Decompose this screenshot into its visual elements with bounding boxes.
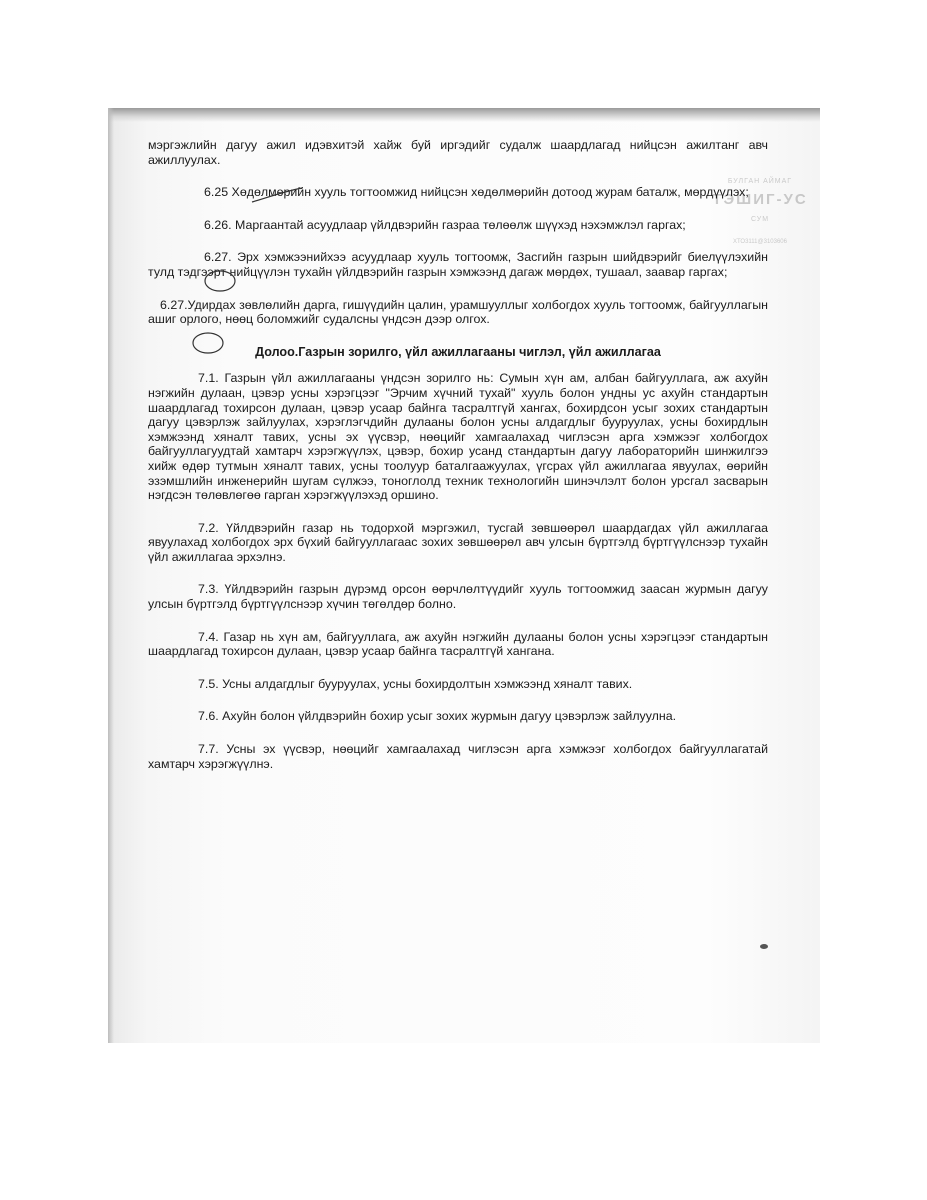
paragraph-6-27a: 6.27. Эрх хэмжээнийхээ асуудлаар хууль тогтоомж, Засгийн газрын шийдвэрийг биелүүлэхийн тулд тэдгээрт нийцүүлэн тухайн үйлдвэрийн газрын хэмжээнд дагаж мөрдөх, тушаал, заавар гаргах;	[148, 250, 768, 279]
paragraph-7-3: 7.3. Үйлдвэрийн газрын дүрэмд орсон өөрчлөлтүүдийг хууль тогтоомжид заасан журмын дагуу улсын бүртгэлд бүртгүүлснээр хүчин төгөлдөр болно.	[148, 582, 768, 612]
stamp-line-2: ТЭШИГ-УС	[712, 191, 808, 208]
scanned-page	[108, 108, 820, 1043]
handwritten-circle-6-27b	[188, 330, 228, 356]
paragraph-7-6: 7.6. Ахуйн болон үйлдвэрийн бохир усыг зохих журмын дагуу цэвэрлэж зайлуулна.	[198, 709, 677, 724]
paragraph-7-2: 7.2. Үйлдвэрийн газар нь тодорхой мэргэжил, тусгай зөвшөөрөл шаардагдах үйл ажиллагаа явуулахад холбогдох эрх бүхий байгууллагаас зохих зөвшөөрөл авч улсын бүртгэлд бүртгүүлснээр тухайн үйл ажиллагаа эрхэлнэ.	[148, 520, 768, 564]
paragraph-6-26: 6.26. Маргаантай асуудлаар үйлдвэрийн газраа төлөөлж шүүхэд нэхэмжлэл гаргах;	[204, 217, 686, 232]
paragraph-7-1: 7.1. Газрын үйл ажиллагааны үндсэн зорилго нь: Сумын хүн ам, албан байгууллага, аж ахуйн нэгжийн дулаан, цэвэр усны хэрэгцээг "Эрчим хүчний тухай" хууль болон ундны ус ахуйн стандартын шаардлагад тохирсон дулаан, цэвэр усаар байнга тасралтгүй хангах, бохирдсон усыг зохих стандартын дагуу цэвэрлэж зайлуулах, хэрэглэгчдийн дулааны болон усны алдагдлыг бууруулах, усны бохирдлын хэмжээнд хяналт тавих, усны эх үүсвэр, нөөцийг хамгаалахад чиглэсэн арга хэмжээг холбогдох байгууллагуудтай хамтарч хэрэгжүүлэх, цэвэр, бохир усанд стандартын дагуу лабораторийн шинжилгээ хийж өдөр тутмын хяналт тавих, усны тоолуур баталгаажуулах, үгсрах үйл ажиллагаа явуулах, өөрийн эзэмшлийн инженерийн шугам сүлжээ, тоноглолд техник технологийн шинэчлэлт болон урсгал засварын нэгдсэн төлөвлөгөө гарган хэрэгжүүлэхэд оршино.	[148, 371, 768, 503]
stamp-line-3: СУМ	[750, 216, 770, 223]
paragraph-7-7: 7.7. Усны эх үүсвэр, нөөцийг хамгаалахад чиглэсэн арга хэмжээг холбогдох байгууллагатай хамтарч хэрэгжүүлнэ.	[148, 742, 768, 771]
paragraph-intro: мэргэжлийн дагуу ажил идэвхитэй хайж буй иргэдийг судалж шаардлагад нийцсэн ажилтанг авч ажиллуулах.	[148, 138, 768, 167]
stamp-line-4: ХТО3111@3103606	[733, 239, 787, 245]
paragraph-7-4: 7.4. Газар нь хүн ам, байгууллага, аж ахуйн нэгжийн дулааны болон усны хэрэгцээг стандартын шаардлагад тохирсон дулаан, цэвэр усаар байнга тасралтгүй хангана.	[148, 629, 768, 659]
ink-speck	[760, 944, 768, 949]
document-body	[148, 138, 768, 789]
handwritten-circle-6-27a	[200, 268, 240, 294]
section-title: Долоо.Газрын зорилго, үйл ажиллагааны чиглэл, үйл ажиллагаа	[255, 344, 661, 359]
handwritten-mark-6-25	[248, 184, 308, 210]
paragraph-7-5: 7.5. Усны алдагдлыг бууруулах, усны бохирдолтын хэмжээнд хяналт тавих.	[198, 676, 633, 691]
paragraph-6-27b: 6.27.Удирдах зөвлөлийн дарга, гишүүдийн цалин, урамшууллыг холбогдох хууль тогтоомж, байгууллагын ашиг орлого, нөөц боломжийг судалсны үндсэн дээр олгох.	[148, 297, 768, 327]
stamp-line-1: БУЛГАН АЙМАГ	[727, 178, 793, 185]
paragraph-6-25: 6.25 Хөдөлмөрийн хууль тогтоомжид нийцсэн хөдөлмөрийн дотоод журам баталж, мөрдүүлэх;	[204, 185, 749, 200]
